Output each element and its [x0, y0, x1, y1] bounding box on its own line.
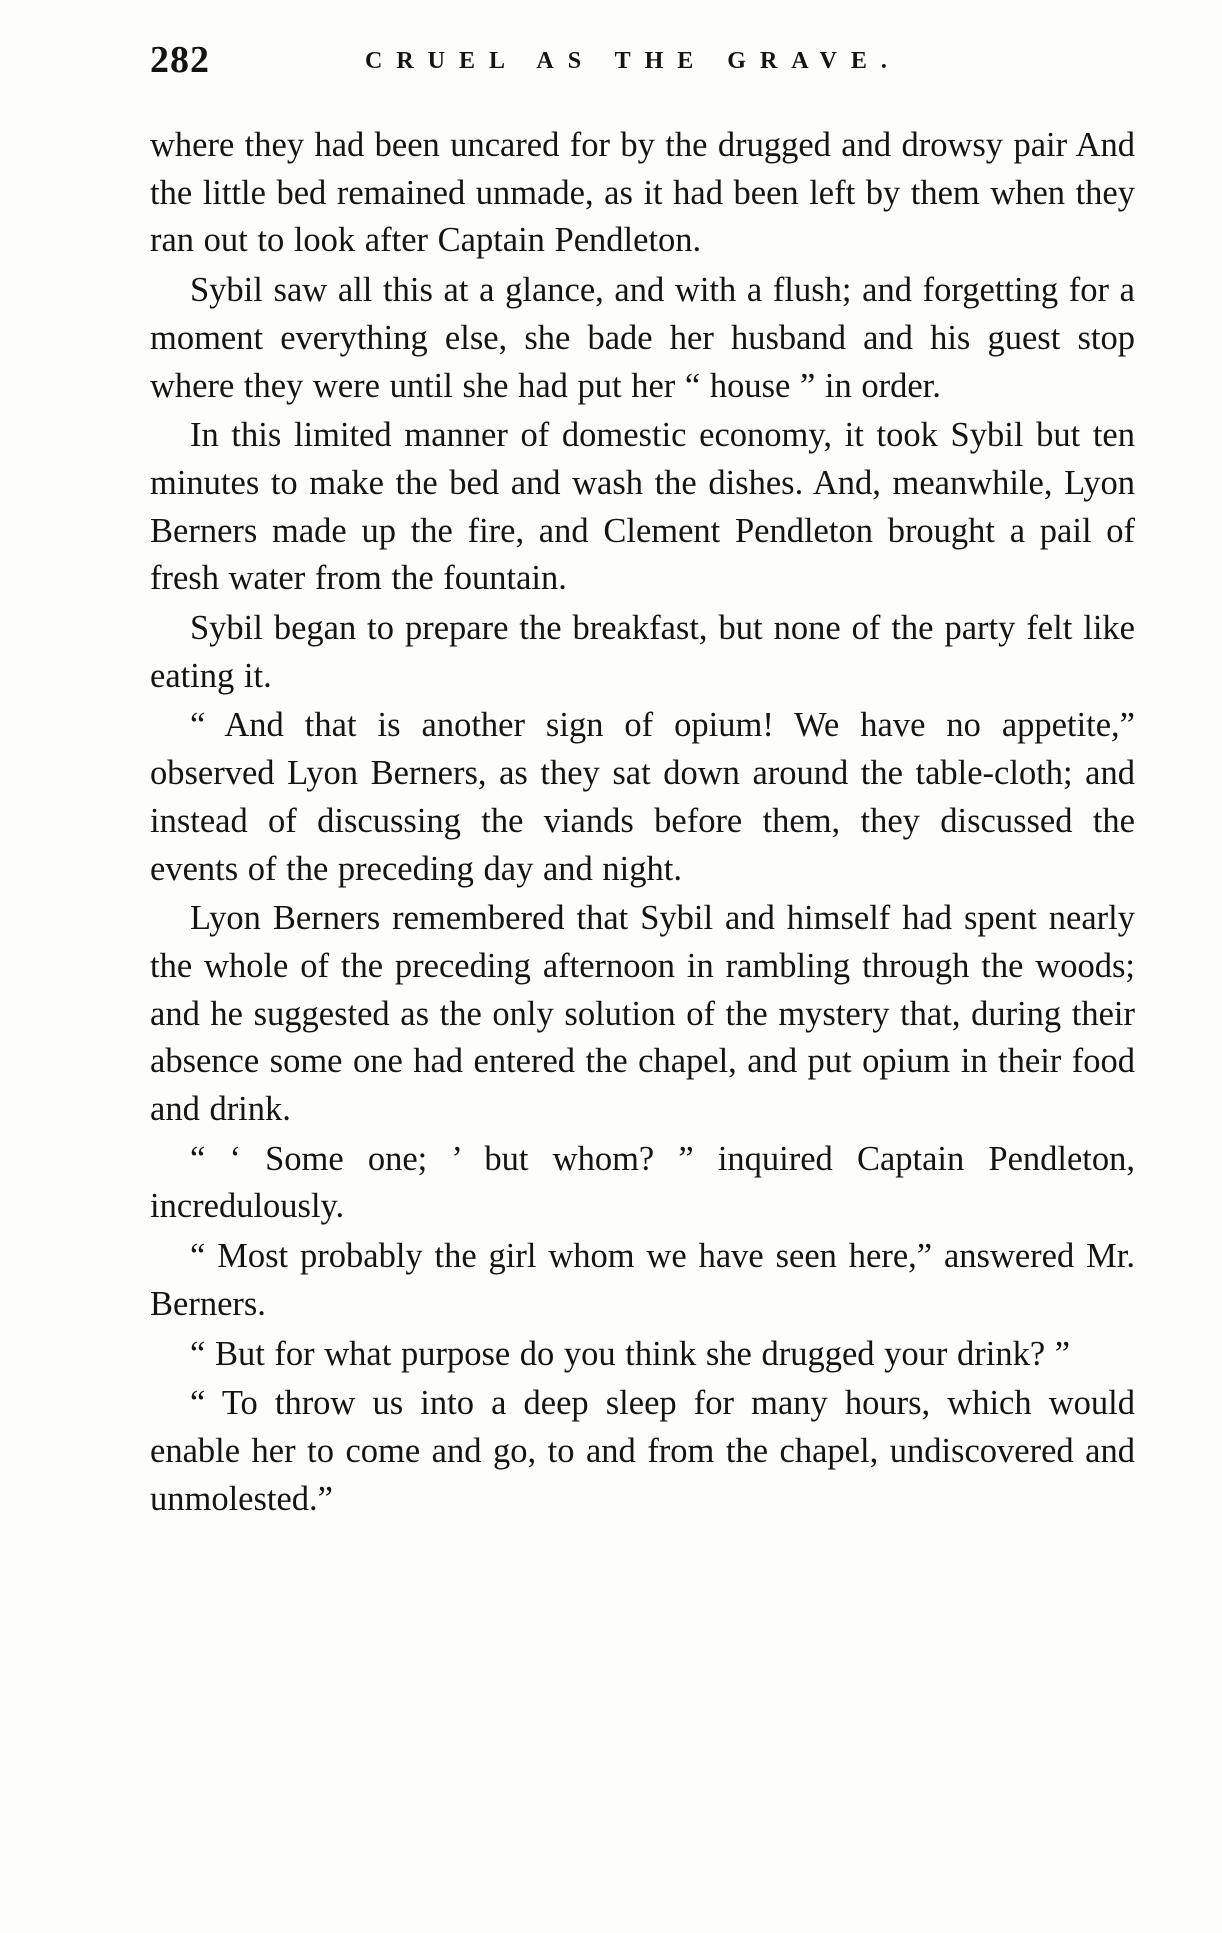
paragraph-5: “ And that is another sign of opium! We have no appetite,” observed Lyon Berners, as they sat down around the table-cloth; and instead of discussing the viands before them, they discussed the events of the preceding day and night.: [150, 706, 1135, 888]
paragraph-1: where they had been uncared for by the drugged and drowsy pair And the little bed remained unmade, as it had been left by them when they ran out to look after Captain Pendleton.: [150, 126, 1135, 260]
paragraph-7: “ ‘ Some one; ’ but whom? ” inquired Captain Pendleton, incredulously.: [150, 1139, 1135, 1226]
running-title: CRUEL AS THE GRAVE.: [365, 48, 901, 74]
running-head: [150, 38, 1150, 98]
body-text: [150, 122, 1135, 1525]
paragraph-10: “ To throw us into a deep sleep for many hours, which would enable her to come and go, to and from the chapel, undiscovered and unmolested.”: [150, 1384, 1135, 1518]
paragraph-8: “ Most probably the girl whom we have seen here,” answered Mr. Berners.: [150, 1237, 1135, 1323]
paragraph-2: Sybil saw all this at a glance, and with a flush; and forgetting for a moment everything else, she bade her husband and his guest stop where they were until she had put her “ house ” in order.: [150, 271, 1135, 405]
paragraph-3: In this limited manner of domestic economy, it took Sybil but ten minutes to make the bed and wash the dishes. And, meanwhile, Lyon Berners made up the fire, and Clement Pendleton brought a pail of fresh water from the fountain.: [150, 416, 1135, 598]
page-number: 282: [150, 39, 210, 81]
paragraph-6: Lyon Berners remembered that Sybil and himself had spent nearly the whole of the preceding afternoon in rambling through the woods; and he suggested as the only solution of the mystery that, during their absence some one had entered the chapel, and put opium in their food and drink.: [150, 899, 1135, 1129]
paragraph-9: “ But for what purpose do you think she drugged your drink? ”: [190, 1334, 1071, 1373]
paragraph-4: Sybil began to prepare the breakfast, but none of the party felt like eating it.: [150, 609, 1135, 695]
